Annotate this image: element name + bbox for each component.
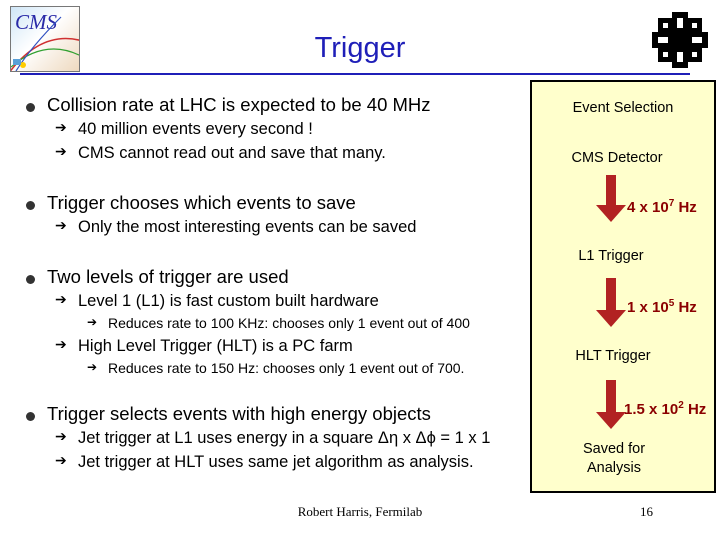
stage-saved-for-analysis: Saved for Analysis bbox=[582, 441, 646, 476]
arrow-icon: ➔ bbox=[55, 452, 67, 468]
rate-cms-detector: 4 x $10^7$ Hz bbox=[627, 198, 697, 216]
arrow-icon: ➔ bbox=[55, 217, 67, 233]
footer-author: Robert Harris, Fermilab bbox=[297, 504, 423, 519]
bullet-collision-rate: Collision rate at LHC is expected to be 40 MHz bbox=[47, 94, 431, 116]
arrow-shaft-1 bbox=[606, 175, 616, 207]
arrow-icon: ➔ bbox=[55, 119, 67, 135]
bullet-dot-icon bbox=[26, 275, 35, 284]
bullet-dot-icon bbox=[26, 412, 35, 421]
sub-bullet: ➔ Jet trigger at L1 uses energy in a square Δη x Δϕ = 1 x 1 bbox=[55, 428, 491, 447]
arrow-icon: ➔ bbox=[55, 143, 67, 159]
arrow-shaft-2 bbox=[606, 278, 616, 312]
slide-title: Trigger bbox=[314, 32, 406, 64]
rate-hlt-trigger: 1.5 x $10^2$ Hz bbox=[624, 400, 707, 418]
sub-bullet: ➔ CMS cannot read out and save that many. bbox=[55, 143, 386, 162]
title-underline bbox=[20, 73, 690, 75]
arrow-shaft-3 bbox=[606, 380, 616, 414]
arrow-icon: ➔ bbox=[55, 428, 67, 444]
arrow-head-1 bbox=[596, 205, 626, 222]
sub-sub-bullet: ➔ Reduces rate to 150 Hz: chooses only 1 event out of 700. bbox=[87, 360, 465, 376]
bullet-high-energy: Trigger selects events with high energy objects bbox=[47, 403, 431, 425]
arrow-icon: ➔ bbox=[55, 291, 67, 307]
page-number: 16 bbox=[640, 504, 653, 519]
sub-bullet: ➔ Jet trigger at HLT uses same jet algorithm as analysis. bbox=[55, 452, 474, 471]
bullet-dot-icon bbox=[26, 103, 35, 112]
event-selection-heading: Event Selection bbox=[572, 100, 674, 116]
fermilab-logo-icon bbox=[650, 10, 710, 70]
selection-arrows bbox=[530, 80, 716, 493]
arrow-head-2 bbox=[596, 310, 626, 327]
sub-sub-bullet: ➔ Reduces rate to 100 KHz: chooses only 1 event out of 400 bbox=[87, 315, 470, 331]
sub-bullet: ➔ Level 1 (L1) is fast custom built hardware bbox=[55, 291, 379, 310]
rate-l1-trigger: 1 x $10^5$ Hz bbox=[627, 298, 697, 316]
sub-bullet: ➔ 40 million events every second ! bbox=[55, 119, 313, 138]
bullet-dot-icon bbox=[26, 201, 35, 210]
sub-bullet: ➔ High Level Trigger (HLT) is a PC farm bbox=[55, 336, 353, 355]
arrow-head-3 bbox=[596, 412, 626, 429]
bullet-two-levels: Two levels of trigger are used bbox=[47, 266, 289, 288]
arrow-icon: ➔ bbox=[87, 315, 98, 329]
bullet-trigger-chooses: Trigger chooses which events to save bbox=[47, 192, 356, 214]
stage-hlt-trigger: HLT Trigger bbox=[575, 348, 651, 364]
arrow-icon: ➔ bbox=[55, 336, 67, 352]
stage-cms-detector: CMS Detector bbox=[571, 150, 663, 166]
event-selection-panel bbox=[530, 80, 716, 493]
stage-l1-trigger: L1 Trigger bbox=[578, 248, 644, 264]
cms-logo-text: CMS bbox=[15, 10, 57, 34]
sub-bullet: ➔ Only the most interesting events can be saved bbox=[55, 217, 417, 236]
arrow-icon: ➔ bbox=[87, 360, 98, 374]
